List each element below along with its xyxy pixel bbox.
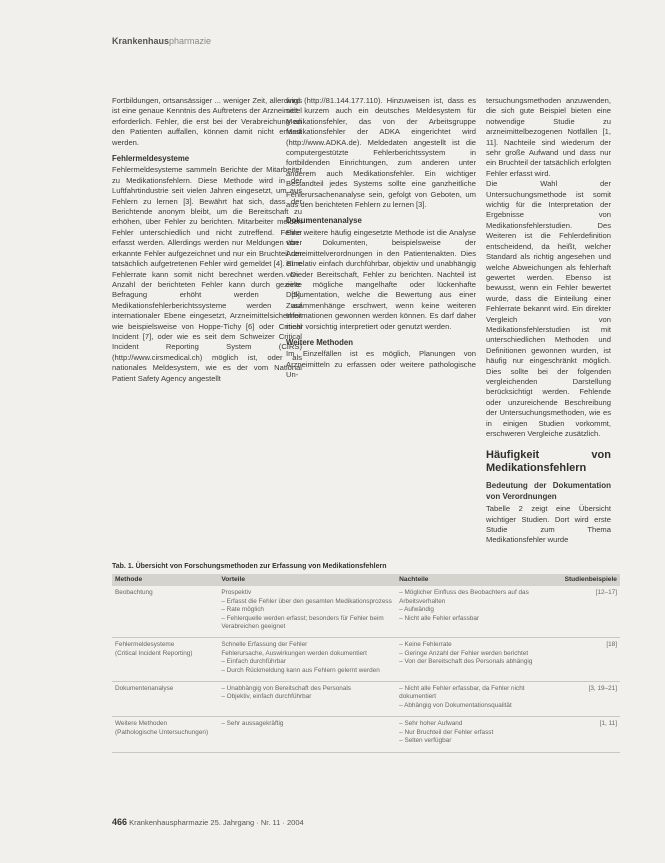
table-cell: – Unabhängig von Bereitschaft des Personals – Objektiv, einfach durchführbar xyxy=(218,682,396,717)
table-cell: [1, 11] xyxy=(562,717,620,752)
paragraph: tersuchungsmethoden anzuwenden, die sich gute Beispiel bieten eine notwendige Studie zu arzneimittelbezogenen Notfällen [1, 11]. Nachteile sind wiederum der sehr große Aufwand und dass nur ein Bruchteil der tatsächlich erfolgten Fehler erfasst wird. xyxy=(486,96,611,178)
table-cell: Prospektiv – Erfasst die Fehler über den gesamten Medikationsprozess – Rate möglich – Fehlerquelle werden erfasst; besonders für Fehler beim Verabreichen geeignet xyxy=(218,586,396,638)
table-row xyxy=(112,586,620,638)
table-cell: – Sehr aussagekräftig xyxy=(218,717,396,752)
subheading: Bedeutung der Dokumentation von Verordnungen xyxy=(486,481,611,501)
table-cell: – Möglicher Einfluss des Beobachters auf das Arbeitsverhalten – Aufwändig – Nicht alle Fehler erfassbar xyxy=(396,586,561,638)
table-cell: – Keine Fehlerrate – Geringe Anzahl der Fehler werden berichtet – Von der Bereitschaft des Personals abhängig xyxy=(396,638,561,682)
methods-table xyxy=(112,574,620,753)
section-heading: Fehlermeldesysteme xyxy=(112,154,190,164)
text-column-3 xyxy=(486,96,611,546)
running-header-subsection: pharmazie xyxy=(169,36,212,46)
table-cell: [12–17] xyxy=(562,586,620,638)
section-heading: Weitere Methoden xyxy=(286,337,354,347)
table-cell: [3, 19–21] xyxy=(562,682,620,717)
page-number: 466 xyxy=(112,817,128,827)
table-header-cell: Methode xyxy=(112,574,218,586)
table-cell: Fehlermeldesysteme (Critical Incident Reporting) xyxy=(112,638,218,682)
table-row xyxy=(112,638,620,682)
table-row xyxy=(112,682,620,717)
table-cell: [18] xyxy=(562,638,620,682)
table-header-row xyxy=(112,574,620,586)
section-heading: Dokumentenanalyse xyxy=(286,216,362,226)
paragraph: Im Einzelfällen ist es möglich, Planungen von Arzneimitteln zu erfassen oder weitere pathologische Un- xyxy=(286,349,476,380)
text-column-1 xyxy=(112,96,302,384)
table-cell: Weitere Methoden (Pathologische Untersuchungen) xyxy=(112,717,218,752)
paragraph: Die Wahl der Untersuchungsmethode ist somit wichtig für die Interpretation der Ergebnisse von Medikationsfehlerstudien. Des Weiteren ist die Fehlerdefinition entscheidend, da heißt, welcher Standard als richtig angesehen und welche Abweichungen als fehlerhaft gewertet werden. Ebenso ist bewusst, wenn ein Fehler bewertet wurde, dass die Einteilung einer Fehlerrate bekannt wird. Ein direkter Vergleich von Medikationsfehlerstudien ist mit unterschiedlichen Methoden und Definitionen gewonnen wurden, ist häufig nur eingeschränkt möglich. Dies sollte bei der folgenden vergleichenden Darstellung berücksichtigt werden. Fehlende oder unzureichende Beschreibung der Untersuchungsmethoden, wie es in einigen Studien vorkommt, erschweren Vergleiche zusätzlich. xyxy=(486,179,611,438)
table-cell: Dokumentenanalyse xyxy=(112,682,218,717)
table-cell: – Nicht alle Fehler erfassbar, da Fehler nicht dokumentiert – Abhängig von Dokumentationsqualität xyxy=(396,682,561,717)
paragraph: Tabelle 2 zeigt eine Übersicht wichtiger Studien. Dort wird erste Studie zum Thema Medikationsfehler wurde xyxy=(486,504,611,545)
table-header-cell: Studienbeispiele xyxy=(562,574,620,586)
paragraph: Fortbildungen, ortsansässiger ... weniger Zeit, allerdings ist eine genaue Kenntnis des Auftretens der Arzneimittel erforderlich. Fehler, die erst bei der Verabreichung an den Patienten auffallen, können damit nicht erfasst werden. xyxy=(112,96,302,147)
table-row xyxy=(112,717,620,752)
text-column-2 xyxy=(286,96,476,381)
table-header-cell: Nachteile xyxy=(396,574,561,586)
paragraph: Fehlermeldesysteme sammeln Berichte der Mitarbeiter zu Medikationsfehlern. Diese Methode wird in der Luftfahrtindustrie seit vielen Jahren eingesetzt, um aus Fehlern zu lernen [3]. Bewährt hat sich, dass der Berichtende anonym bleibt, um die Bereitschaft zu erhöhen, über Fehler zu berichten. Mitarbeiter melden Fehler unterschiedlich und nicht zutreffend. Fehler erfasst werden. Allerdings werden nur Meldungen über erkannte Fehler aufgezeichnet und nur ein Bruchteil der tatsächlich aufgetretenen Fehler wird gemeldet [4]. Eine Fehlerrate kann somit nicht berechnet werden. Die Anzahl der berichteten Fehler kann durch gezielte Befragung erhöht werden [5]. Medikationsfehlerberichtssysteme werden auf internationaler Ebene eingesetzt, Arzneimittelsicherheit wie beispielsweise von Hoppe-Tichy [6] oder Critical Incident [7], oder wie es seit dem Schweizer Critical Incident Reporting System (CIRS) (http://www.cirsmedical.ch) möglich ist, oder als nationales Meldesystem, wie es der vom National Patient Safety Agency angestellt xyxy=(112,165,302,383)
paragraph: wird (http://81.144.177.110). Hinzuweisen ist, dass es seit kurzem auch ein deutsches Meldesystem für Medikationsfehler, das von der Arbeitsgruppe Medikationsfehler der ADKA eingerichtet wird (http://www.ADKA.de). Meldedaten angestellt ist die computergestützte Fehlerberichtssystem in fortbildenden Einrichtungen, zum anderen unter anderem auch Medikationsfehler. Ein wichtiger Bestandteil jedes Systems sollte eine ganzheitliche Fehlerursachenanalyse sein, gefolgt von Geboten, um aus den berichteten Fehlern zu lernen [3]. xyxy=(286,96,476,210)
major-heading: Häufigkeit von Medikationsfehlern xyxy=(486,449,611,475)
table-cell: Beobachtung xyxy=(112,586,218,638)
table-cell: Schnelle Erfassung der Fehler Fehlerursache, Auswirkungen werden dokumentiert – Einfach durchführbar – Durch Rückmeldung kann aus Fehlern gelernt werden xyxy=(218,638,396,682)
running-header-section: Krankenhaus xyxy=(112,36,170,46)
paragraph: Eine weitere häufig eingesetzte Methode ist die Analyse von Dokumenten, beispielsweise der Arzneimittelverordnungen in den Patientenakten. Dies ist relativ einfach durchführbar, objektiv und unabhängig von der Bereitschaft, Fehler zu berichten. Nachteil ist eine mögliche mangelhafte oder lückenhafte Dokumentation, welche die Bewertung aus einer Zusammenhänge erschwert, wenn keine weiteren Informationen gewonnen werden können. Es darf daher mehr vorsichtig interpretiert oder genutzt werden. xyxy=(286,227,476,331)
running-header xyxy=(112,36,211,46)
journal-citation: Krankenhauspharmazie 25. Jahrgang · Nr. 11 · 2004 xyxy=(129,818,304,827)
table-caption: Tab. 1. Übersicht von Forschungsmethoden zur Erfassung von Medikationsfehlern xyxy=(112,563,387,570)
table-cell: – Sehr hoher Aufwand – Nur Bruchteil der Fehler erfasst – Selten verfügbar xyxy=(396,717,561,752)
page-footer xyxy=(112,817,304,827)
table-header-cell: Vorteile xyxy=(218,574,396,586)
